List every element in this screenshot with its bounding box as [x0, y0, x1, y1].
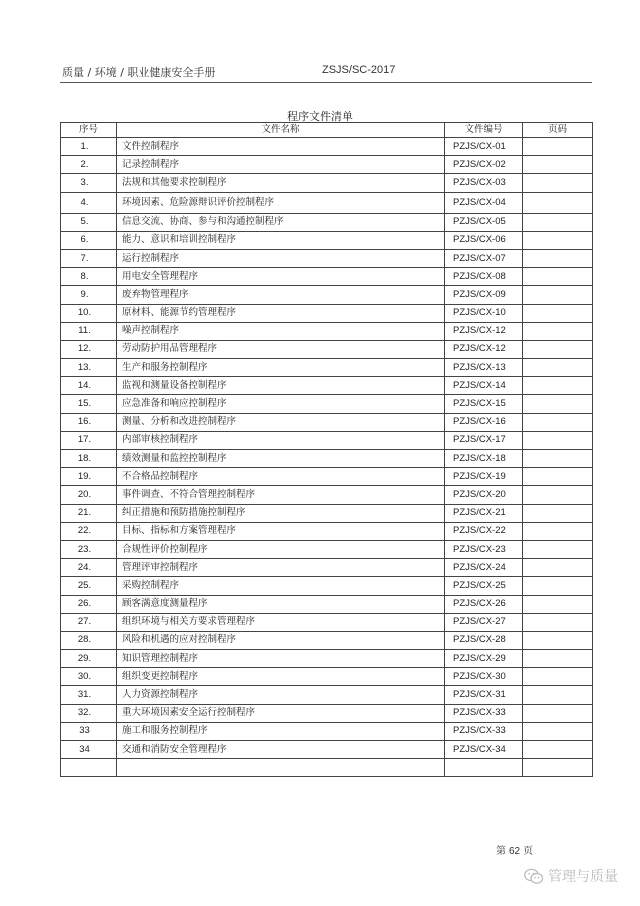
row-number: 26. — [61, 595, 117, 613]
table-header-row — [61, 123, 593, 138]
row-page — [523, 322, 593, 340]
row-page — [523, 686, 593, 704]
table-row — [61, 722, 593, 740]
row-number: 10. — [61, 304, 117, 322]
row-page — [523, 559, 593, 577]
row-document-name: 能力、意识和培训控制程序 — [117, 231, 445, 249]
row-document-code: PZJS/CX-24 — [445, 559, 523, 577]
row-number: 19. — [61, 468, 117, 486]
row-number: 21. — [61, 504, 117, 522]
row-number: 12. — [61, 340, 117, 358]
row-number: 2. — [61, 156, 117, 174]
row-page — [523, 359, 593, 377]
wechat-icon — [524, 868, 544, 885]
table-row — [61, 377, 593, 395]
row-number: 7. — [61, 249, 117, 267]
row-page — [523, 668, 593, 686]
watermark-text: 管理与质量 — [548, 869, 618, 885]
row-number: 16. — [61, 413, 117, 431]
row-document-code: PZJS/CX-29 — [445, 650, 523, 668]
row-document-name: 知识管理控制程序 — [117, 650, 445, 668]
row-document-name: 不合格品控制程序 — [117, 468, 445, 486]
row-document-name: 交通和消防安全管理程序 — [117, 741, 445, 759]
row-number: 6. — [61, 231, 117, 249]
table-row — [61, 468, 593, 486]
row-document-name: 合规性评价控制程序 — [117, 540, 445, 558]
row-number: 32. — [61, 704, 117, 722]
table-row — [61, 559, 593, 577]
table-row — [61, 650, 593, 668]
row-page — [523, 377, 593, 395]
row-document-code: PZJS/CX-04 — [445, 192, 523, 213]
row-page — [523, 340, 593, 358]
row-document-name: 测量、分析和改进控制程序 — [117, 413, 445, 431]
row-number: 18. — [61, 450, 117, 468]
row-document-name: 内部审核控制程序 — [117, 431, 445, 449]
page-number-value: 62 — [509, 846, 521, 857]
row-number: 20. — [61, 486, 117, 504]
row-document-code: PZJS/CX-27 — [445, 613, 523, 631]
row-page — [523, 650, 593, 668]
table-row — [61, 304, 593, 322]
table-row — [61, 686, 593, 704]
table-row — [61, 138, 593, 156]
row-page — [523, 486, 593, 504]
table-row — [61, 450, 593, 468]
row-number: 24. — [61, 559, 117, 577]
table-row — [61, 231, 593, 249]
row-document-name: 原材料、能源节约管理程序 — [117, 304, 445, 322]
row-page — [523, 431, 593, 449]
header-divider — [60, 82, 592, 83]
row-number: 29. — [61, 650, 117, 668]
table-row — [61, 504, 593, 522]
row-document-code: PZJS/CX-19 — [445, 468, 523, 486]
row-page — [523, 304, 593, 322]
row-document-name: 施工和服务控制程序 — [117, 722, 445, 740]
row-document-code: PZJS/CX-03 — [445, 174, 523, 192]
row-number: 30. — [61, 668, 117, 686]
row-document-name: 顾客满意度测量程序 — [117, 595, 445, 613]
row-document-code: PZJS/CX-15 — [445, 395, 523, 413]
row-document-name: 组织环境与相关方要求管理程序 — [117, 613, 445, 631]
column-header-code: 文件编号 — [445, 123, 523, 138]
row-document-name: 运行控制程序 — [117, 249, 445, 267]
row-document-name: 组织变更控制程序 — [117, 668, 445, 686]
row-document-code — [445, 759, 523, 777]
row-document-code: PZJS/CX-16 — [445, 413, 523, 431]
row-document-code: PZJS/CX-25 — [445, 577, 523, 595]
manual-title: 质量 / 环境 / 职业健康安全手册 — [62, 66, 216, 79]
row-document-code: PZJS/CX-02 — [445, 156, 523, 174]
row-page — [523, 286, 593, 304]
row-document-code: PZJS/CX-33 — [445, 722, 523, 740]
row-document-name — [117, 759, 445, 777]
row-page — [523, 595, 593, 613]
row-number: 5. — [61, 213, 117, 231]
row-document-code: PZJS/CX-34 — [445, 741, 523, 759]
table-row — [61, 759, 593, 777]
row-page — [523, 704, 593, 722]
row-page — [523, 192, 593, 213]
row-document-name: 绩效测量和监控控制程序 — [117, 450, 445, 468]
row-page — [523, 504, 593, 522]
row-document-name: 重大环境因素安全运行控制程序 — [117, 704, 445, 722]
row-document-code: PZJS/CX-01 — [445, 138, 523, 156]
row-document-code: PZJS/CX-17 — [445, 431, 523, 449]
row-document-name: 法规和其他要求控制程序 — [117, 174, 445, 192]
row-page — [523, 577, 593, 595]
row-number: 8. — [61, 268, 117, 286]
row-document-code: PZJS/CX-12 — [445, 340, 523, 358]
row-document-name: 生产和服务控制程序 — [117, 359, 445, 377]
row-document-name: 人力资源控制程序 — [117, 686, 445, 704]
table-row — [61, 540, 593, 558]
row-document-code: PZJS/CX-08 — [445, 268, 523, 286]
table-row — [61, 704, 593, 722]
row-document-name: 目标、指标和方案管理程序 — [117, 522, 445, 540]
row-number: 1. — [61, 138, 117, 156]
row-page — [523, 138, 593, 156]
row-page — [523, 268, 593, 286]
row-document-code: PZJS/CX-22 — [445, 522, 523, 540]
column-header-name: 文件名称 — [117, 123, 445, 138]
table-row — [61, 668, 593, 686]
row-document-code: PZJS/CX-30 — [445, 668, 523, 686]
row-number: 27. — [61, 613, 117, 631]
row-document-name: 风险和机遇的应对控制程序 — [117, 631, 445, 649]
row-document-code: PZJS/CX-18 — [445, 450, 523, 468]
row-document-name: 废弃物管理程序 — [117, 286, 445, 304]
row-page — [523, 395, 593, 413]
row-document-code: PZJS/CX-23 — [445, 540, 523, 558]
table-row — [61, 213, 593, 231]
table-row — [61, 522, 593, 540]
row-document-name: 应急准备和响应控制程序 — [117, 395, 445, 413]
row-document-name: 事件调查、不符合管理控制程序 — [117, 486, 445, 504]
table-row — [61, 431, 593, 449]
table-row — [61, 613, 593, 631]
table-row — [61, 413, 593, 431]
row-page — [523, 156, 593, 174]
column-header-page: 页码 — [523, 123, 593, 138]
row-number: 34 — [61, 741, 117, 759]
table-row — [61, 595, 593, 613]
row-page — [523, 174, 593, 192]
row-page — [523, 213, 593, 231]
row-document-name: 记录控制程序 — [117, 156, 445, 174]
row-document-code: PZJS/CX-09 — [445, 286, 523, 304]
row-number: 28. — [61, 631, 117, 649]
page-suffix: 页 — [523, 846, 534, 857]
row-document-code: PZJS/CX-21 — [445, 504, 523, 522]
row-page — [523, 522, 593, 540]
page-prefix: 第 — [496, 846, 506, 857]
row-document-code: PZJS/CX-14 — [445, 377, 523, 395]
row-document-code: PZJS/CX-28 — [445, 631, 523, 649]
row-document-code: PZJS/CX-26 — [445, 595, 523, 613]
row-document-name: 管理评审控制程序 — [117, 559, 445, 577]
watermark — [524, 866, 618, 886]
row-number — [61, 759, 117, 777]
row-document-code: PZJS/CX-07 — [445, 249, 523, 267]
row-number: 13. — [61, 359, 117, 377]
row-document-name: 环境因素、危险源辩识评价控制程序 — [117, 192, 445, 213]
row-page — [523, 413, 593, 431]
row-document-code: PZJS/CX-12 — [445, 322, 523, 340]
table-row — [61, 359, 593, 377]
table-row — [61, 486, 593, 504]
table-row — [61, 174, 593, 192]
row-page — [523, 631, 593, 649]
row-document-name: 劳动防护用品管理程序 — [117, 340, 445, 358]
page-number — [496, 842, 533, 857]
row-page — [523, 722, 593, 740]
row-number: 4. — [61, 192, 117, 213]
table-row — [61, 322, 593, 340]
table-row — [61, 395, 593, 413]
row-document-name: 纠正措施和预防措施控制程序 — [117, 504, 445, 522]
row-number: 31. — [61, 686, 117, 704]
table-title: 程序文件清单 — [287, 110, 353, 123]
row-document-code: PZJS/CX-20 — [445, 486, 523, 504]
table-row — [61, 156, 593, 174]
table-row — [61, 286, 593, 304]
row-number: 3. — [61, 174, 117, 192]
row-number: 14. — [61, 377, 117, 395]
row-number: 17. — [61, 431, 117, 449]
row-document-name: 文件控制程序 — [117, 138, 445, 156]
row-number: 25. — [61, 577, 117, 595]
table-row — [61, 249, 593, 267]
table-row — [61, 192, 593, 213]
procedure-list-table — [60, 122, 593, 777]
row-document-name: 用电安全管理程序 — [117, 268, 445, 286]
row-number: 15. — [61, 395, 117, 413]
row-page — [523, 468, 593, 486]
row-number: 23. — [61, 540, 117, 558]
row-document-code: PZJS/CX-31 — [445, 686, 523, 704]
row-document-name: 噪声控制程序 — [117, 322, 445, 340]
row-document-code: PZJS/CX-06 — [445, 231, 523, 249]
row-document-code: PZJS/CX-33 — [445, 704, 523, 722]
row-number: 22. — [61, 522, 117, 540]
row-document-name: 监视和测量设备控制程序 — [117, 377, 445, 395]
row-document-code: PZJS/CX-05 — [445, 213, 523, 231]
row-document-name: 信息交流、协商、参与和沟通控制程序 — [117, 213, 445, 231]
table-row — [61, 631, 593, 649]
row-page — [523, 741, 593, 759]
table-row — [61, 741, 593, 759]
row-page — [523, 759, 593, 777]
column-header-number: 序号 — [61, 123, 117, 138]
row-page — [523, 231, 593, 249]
row-number: 33 — [61, 722, 117, 740]
row-document-code: PZJS/CX-10 — [445, 304, 523, 322]
row-number: 11. — [61, 322, 117, 340]
row-page — [523, 249, 593, 267]
row-document-code: PZJS/CX-13 — [445, 359, 523, 377]
row-number: 9. — [61, 286, 117, 304]
row-page — [523, 450, 593, 468]
table-row — [61, 268, 593, 286]
table-row — [61, 577, 593, 595]
document-code: ZSJS/SC-2017 — [322, 64, 396, 76]
table-row — [61, 340, 593, 358]
row-document-name: 采购控制程序 — [117, 577, 445, 595]
row-page — [523, 613, 593, 631]
row-page — [523, 540, 593, 558]
